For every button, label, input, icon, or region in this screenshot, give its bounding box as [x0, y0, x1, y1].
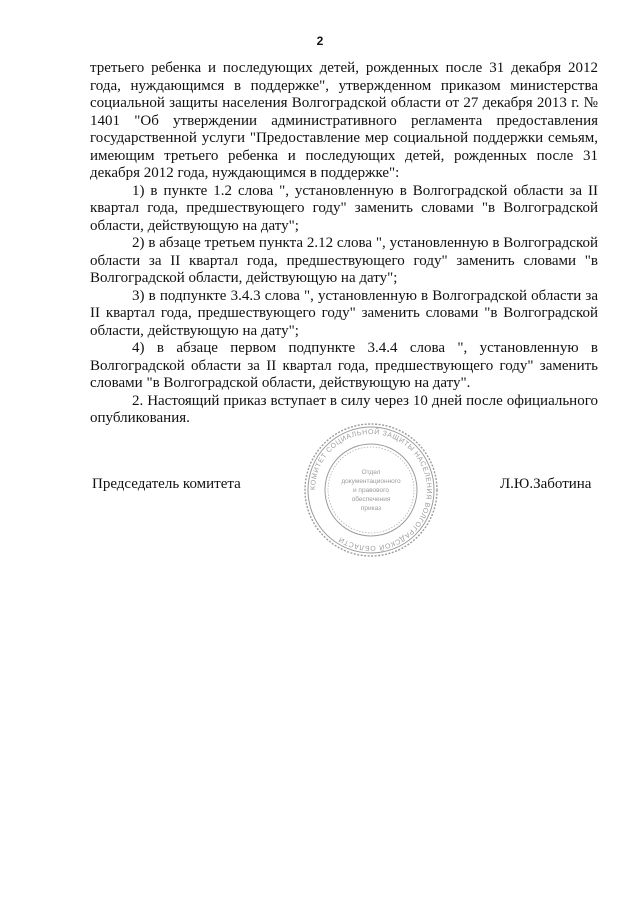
signature-title: Председатель комитета — [92, 476, 241, 492]
stamp-center-line: Отдел — [361, 469, 381, 476]
paragraph: 1) в пункте 1.2 слова ", установленную в Волгоградской области за II квартал года, предшествующего году" заменить словами "в Волгоградской области, действующую на дату"; — [90, 182, 598, 234]
paragraph: 2. Настоящий приказ вступает в силу через 10 дней после официального опубликования. — [90, 392, 598, 426]
stamp-center-line: и правового — [352, 487, 390, 494]
paragraph: 3) в подпункте 3.4.3 слова ", установленную в Волгоградской области за II квартал года, предшествующего году" заменить словами "в Волгоградской области, действующую на дату"; — [90, 287, 598, 339]
paragraph: 2) в абзаце третьем пункта 2.12 слова ", установленную в Волгоградской области за II квартал года, предшествующего году" заменить словами "в Волгоградской области, действующую на дату"; — [90, 235, 598, 286]
paragraph: третьего ребенка и последующих детей, рожденных после 31 декабря 2012 года, нуждающимся в поддержке", утвержденном приказом министерства социальной защиты населения Волгоградской области от 27 декабря 2013 г. № 1401 "Об утверждении административного регламента предоставления государственной услуги "Предоставление мер социальной поддержки семьям, имеющим третьего ребенка и последующих детей, рожденных после 31 декабря 2012 года, нуждающимся в поддержке": — [90, 60, 598, 181]
document-body — [90, 60, 598, 428]
stamp-ring-text: КОМИТЕТ СОЦИАЛЬНОЙ ЗАЩИТЫ НАСЕЛЕНИЯ ВОЛГОГРАДСКОЙ ОБЛАСТИ — [309, 428, 433, 552]
official-stamp — [301, 420, 441, 560]
page-number: 2 — [316, 34, 324, 48]
stamp-center-line: обеспечения — [351, 496, 391, 503]
stamp-center-line: приказ — [360, 505, 382, 512]
signature-name: Л.Ю.Заботина — [500, 476, 592, 492]
stamp-center-line: документационного — [341, 478, 401, 485]
paragraph: 4) в абзаце первом подпункте 3.4.4 слова ", установленную в Волгоградской области за II квартал года, предшествующего году" заменить словами "в Волгоградской области, действующую на дату". — [90, 340, 598, 391]
